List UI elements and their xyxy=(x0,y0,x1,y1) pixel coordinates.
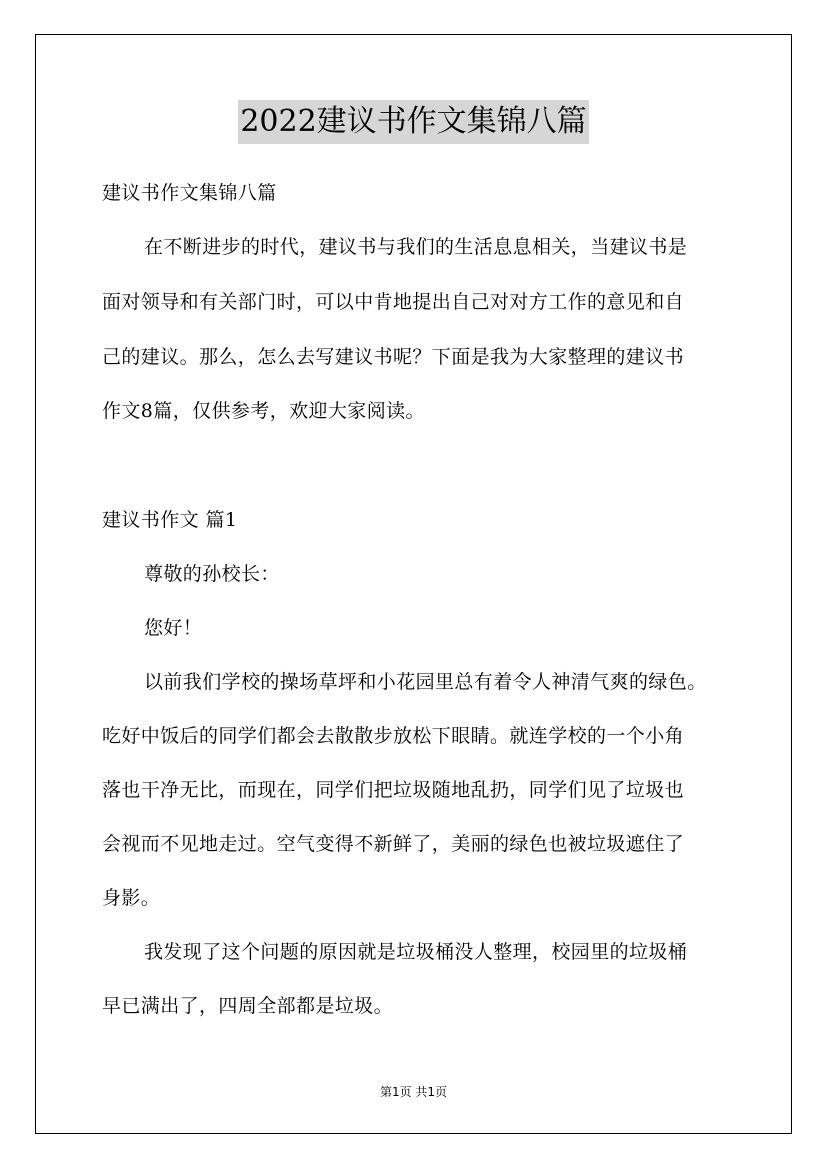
document-title: 2022建议书作文集锦八篇 xyxy=(238,100,588,144)
document-subtitle: 建议书作文集锦八篇 xyxy=(102,182,277,204)
salutation: 尊敬的孙校长： xyxy=(144,563,280,585)
intro-line-4: 作文8篇，仅供参考，欢迎大家阅读。 xyxy=(102,400,425,422)
para1-line-5: 身影。 xyxy=(102,887,161,909)
para1-line-2: 吃好中饭后的同学们都会去散散步放松下眼睛。就连学校的一个小角 xyxy=(102,725,685,747)
section-heading: 建议书作文 篇1 xyxy=(102,509,238,531)
intro-line-1: 在不断进步的时代，建议书与我们的生活息息相关，当建议书是 xyxy=(144,236,688,258)
title-container xyxy=(0,100,827,144)
para2-line-2: 早已满出了，四周全部都是垃圾。 xyxy=(102,995,394,1017)
intro-line-3: 己的建议。那么，怎么去写建议书呢？下面是我为大家整理的建议书 xyxy=(102,346,685,368)
page-number-footer: 第1页 共1页 xyxy=(379,1085,448,1099)
intro-line-2: 面对领导和有关部门时，可以中肯地提出自己对对方工作的意见和自 xyxy=(102,291,685,313)
para1-line-1: 以前我们学校的操场草坪和小花园里总有着令人神清气爽的绿色。 xyxy=(144,671,707,693)
para2-line-1: 我发现了这个问题的原因就是垃圾桶没人整理，校园里的垃圾桶 xyxy=(144,941,688,963)
para1-line-4: 会视而不见地走过。空气变得不新鲜了，美丽的绿色也被垃圾遮住了 xyxy=(102,833,685,855)
greeting: 您好！ xyxy=(144,617,203,639)
para1-line-3: 落也干净无比，而现在，同学们把垃圾随地乱扔，同学们见了垃圾也 xyxy=(102,779,685,801)
